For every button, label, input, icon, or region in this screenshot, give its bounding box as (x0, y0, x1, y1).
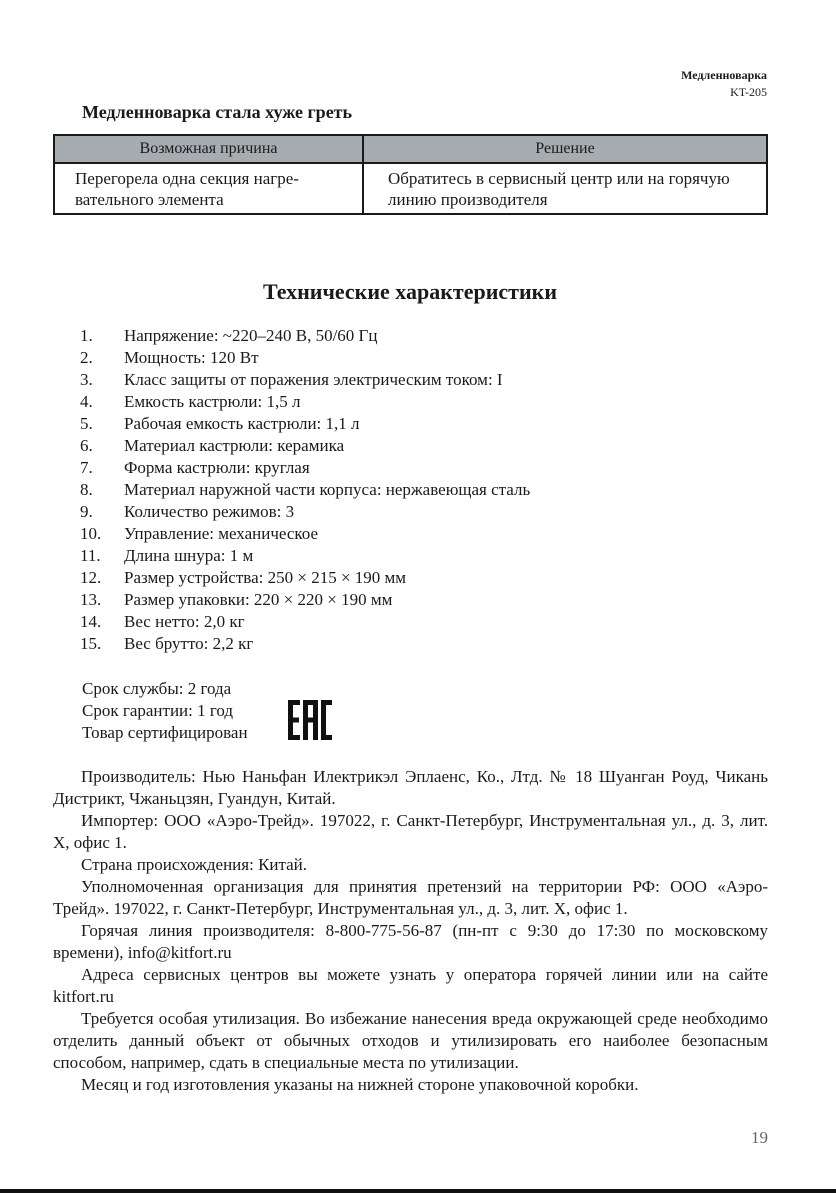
list-item-text: Класс защиты от поражения электрическим током: I (124, 370, 503, 389)
troubleshooting-title: Медленноварка стала хуже греть (82, 102, 353, 122)
list-item-number: 6. (80, 436, 93, 455)
list-item-text: Размер упаковки: 220 × 220 × 190 мм (124, 590, 393, 609)
list-item-text: Напряжение: ~220–240 В, 50/60 Гц (124, 326, 378, 345)
list-item (80, 589, 530, 611)
origin-paragraph: Страна происхождения: Китай. (81, 855, 308, 874)
list-item-number: 15. (80, 634, 102, 653)
list-item-number: 10. (80, 524, 102, 543)
service-info (82, 678, 248, 744)
list-item (80, 391, 530, 413)
troubleshooting-table (53, 134, 768, 215)
table-header-row (54, 135, 767, 163)
list-item-text: Материал наружной части корпуса: нержавеющая сталь (124, 480, 531, 499)
list-item-number: 14. (80, 612, 102, 631)
authorized-org-paragraph: Уполномоченная организация для принятия претензий на территории РФ: ООО «Аэро-Трейд». 197022, г. Санкт-Петербург, Инструментальная ул., д. 3, лит. Х, офис 1. (53, 877, 768, 918)
list-item-number: 12. (80, 568, 102, 587)
list-item (80, 501, 530, 523)
list-item-text: Материал кастрюли: керамика (124, 436, 345, 455)
list-item-number: 8. (80, 480, 93, 499)
manufacturer-info (53, 766, 768, 1096)
eac-certification-mark (288, 700, 332, 740)
list-item-number: 5. (80, 414, 93, 433)
list-item (80, 567, 530, 589)
list-item-number: 4. (80, 392, 93, 411)
list-item-number: 1. (80, 326, 93, 345)
column-header-cause: Возможная причина (54, 135, 363, 163)
specs-list (80, 325, 530, 655)
list-item (80, 633, 530, 655)
list-item-number: 9. (80, 502, 93, 521)
manufacturer-paragraph: Производитель: Нью Наньфан Илектрикэл Эплаенс, Ко., Лтд. № 18 Шуанган Роуд, Чикань Дистрикт, Чжаньцзян, Гуандун, Китай. (53, 767, 768, 808)
tech-specs-title: Технические характеристики (262, 279, 558, 304)
list-item-text: Длина шнура: 1 м (124, 546, 254, 565)
list-item-number: 2. (80, 348, 93, 367)
manufacture-date-paragraph: Месяц и год изготовления указаны на нижней стороне упаковочной коробки. (81, 1075, 639, 1094)
list-item-text: Количество режимов: 3 (124, 502, 295, 521)
list-item-number: 11. (80, 546, 101, 565)
list-item-text: Форма кастрюли: круглая (124, 458, 310, 477)
list-item (80, 413, 530, 435)
warranty-period: Срок гарантии: 1 год (82, 701, 234, 720)
page-number: 19 (751, 1128, 768, 1147)
disposal-paragraph: Требуется особая утилизация. Во избежание нанесения вреда окружающей среде необходимо отделить данный объект от обычных отходов и утилизировать его наиболее безопасным способом, например, сдать в специальные места по утилизации. (53, 1009, 768, 1072)
header-model: KT-205 (730, 85, 767, 99)
list-item-text: Размер устройства: 250 × 215 × 190 мм (124, 568, 407, 587)
running-header (681, 67, 767, 101)
list-item-number: 3. (80, 370, 93, 389)
list-item-text: Емкость кастрюли: 1,5 л (124, 392, 301, 411)
list-item (80, 611, 530, 633)
list-item (80, 457, 530, 479)
hotline-paragraph: Горячая линия производителя: 8-800-775-56-87 (пн-пт с 9:30 до 17:30 по московскому времени), info@kitfort.ru (53, 921, 768, 962)
list-item-number: 13. (80, 590, 102, 609)
list-item (80, 325, 530, 347)
header-product-name: Медленноварка (681, 68, 767, 82)
solution-cell: Обратитесь в сервисный центр или на горячую линию производителя (363, 163, 767, 214)
list-item (80, 479, 530, 501)
list-item-text: Вес брутто: 2,2 кг (124, 634, 254, 653)
list-item (80, 369, 530, 391)
list-item-text: Мощность: 120 Вт (124, 348, 259, 367)
list-item (80, 523, 530, 545)
certification-note: Товар сертифицирован (82, 723, 248, 742)
service-centers-paragraph: Адреса сервисных центров вы можете узнать у оператора горячей линии или на сайте kitfort.ru (53, 965, 768, 1006)
list-item (80, 435, 530, 457)
importer-paragraph: Импортер: ООО «Аэро-Трейд». 197022, г. Санкт-Петербург, Инструментальная ул., д. 3, лит. Х, офис 1. (53, 811, 768, 852)
list-item-text: Рабочая емкость кастрюли: 1,1 л (124, 414, 360, 433)
list-item-number: 7. (80, 458, 93, 477)
list-item (80, 545, 530, 567)
bottom-rule (0, 1189, 836, 1193)
list-item-text: Вес нетто: 2,0 кг (124, 612, 245, 631)
table-row (54, 163, 767, 214)
service-life: Срок службы: 2 года (82, 679, 232, 698)
column-header-solution: Решение (363, 135, 767, 163)
list-item-text: Управление: механическое (124, 524, 319, 543)
cause-cell: Перегорела одна секция нагре-вательного элемента (54, 163, 363, 214)
list-item (80, 347, 530, 369)
